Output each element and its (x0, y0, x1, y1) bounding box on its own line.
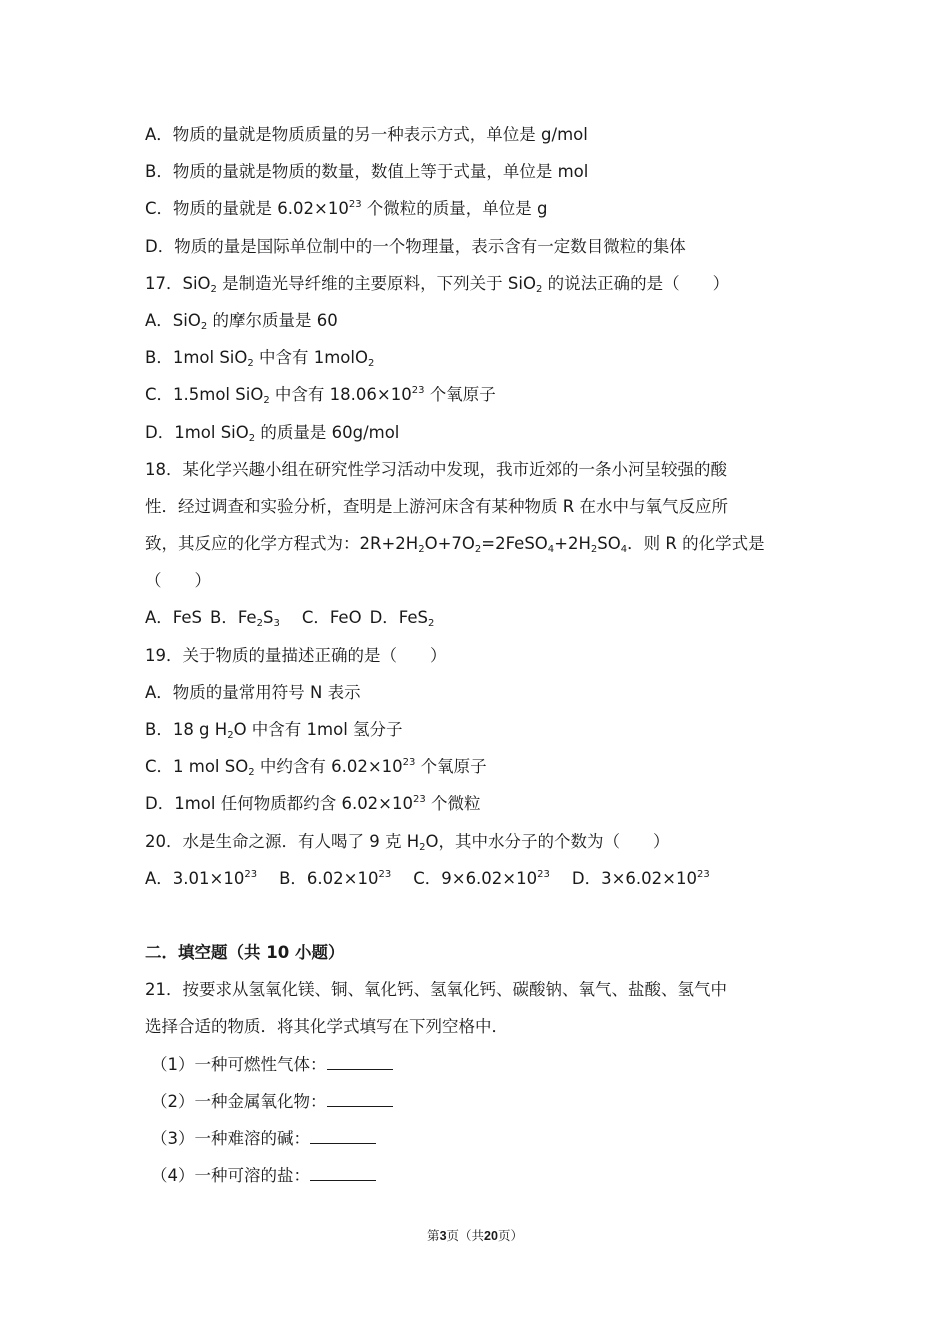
subscript: 2 (248, 767, 255, 779)
q19-stem: 19．关于物质的量描述正确的是（ ） (145, 645, 447, 665)
q21-part-4 (145, 1157, 825, 1194)
superscript: 23 (348, 199, 362, 211)
text: D．1mol SiO (145, 422, 249, 442)
text: O+7O (424, 534, 475, 554)
subscript: 2 (590, 544, 598, 556)
superscript: 23 (696, 868, 710, 880)
text: C．9×6.02×10 (413, 868, 538, 888)
text: （2）一种金属氧化物： (151, 1091, 327, 1111)
page-number: 3 (439, 1229, 447, 1243)
q20-stem (145, 823, 825, 860)
q16-option-c (145, 190, 825, 227)
superscript: 23 (413, 794, 426, 806)
q17-option-c (145, 376, 825, 413)
q20-option-a (145, 869, 257, 888)
q20-options (145, 860, 825, 897)
text: B．Fe (210, 608, 257, 628)
subscript: 2 (227, 730, 234, 741)
text: 中约含有 6.02×10 (254, 757, 403, 777)
text: C．1 mol SO (145, 757, 249, 777)
subscript: 4 (547, 544, 555, 556)
subscript: 3 (273, 618, 280, 630)
q17-option-b (145, 339, 825, 376)
subscript: 2 (200, 320, 208, 332)
q19-option-d (145, 785, 825, 822)
superscript: 23 (244, 868, 258, 880)
superscript: 23 (537, 868, 550, 880)
text: （1）一种可燃性气体： (151, 1054, 327, 1074)
text: +2H (554, 534, 591, 554)
text: B．1mol SiO (145, 348, 248, 368)
text: O 中含有 1mol 氢分子 (233, 720, 403, 739)
page-footer (0, 1226, 950, 1244)
text: 页） (497, 1228, 523, 1243)
q21-stem-line-1: 21．按要求从氢氧化镁、铜、氧化钙、氢氧化钙、碳酸钠、氧气、盐酸、氢气中 (145, 980, 727, 1000)
q18-options (145, 599, 825, 636)
subscript: 2 (256, 618, 263, 630)
superscript: 23 (378, 868, 392, 880)
q16-option-a: A．物质的量就是物质质量的另一种表示方式，单位是 g/mol (145, 125, 588, 144)
text: D．3×6.02×10 (571, 868, 697, 888)
text: 的摩尔质量是 60 (207, 310, 338, 330)
q20-option-d (572, 869, 710, 888)
text: A．3.01×10 (145, 868, 245, 888)
text: S (262, 608, 274, 628)
q21-part-1 (145, 1046, 825, 1083)
q21-stem-line-2: 选择合适的物质．将其化学式填写在下列空格中． (145, 1017, 508, 1037)
q17-stem (145, 265, 825, 302)
subscript: 2 (263, 395, 270, 407)
q19-option-c (145, 748, 825, 785)
q17-option-d (145, 414, 825, 451)
q18-option-c: C．FeO (301, 608, 362, 628)
text: C．物质的量就是 6.02×10 (145, 199, 349, 219)
text: 的说法正确的是（ ） (542, 273, 730, 293)
text: =2FeSO (481, 534, 548, 554)
text: 中含有 1molO (253, 348, 368, 368)
text: O，其中水分子的个数为（ ） (425, 831, 670, 851)
text: D．1mol 任何物质都约含 6.02×10 (145, 794, 414, 814)
subscript: 2 (427, 618, 435, 630)
text: SO (597, 534, 621, 554)
text: A．SiO (145, 310, 201, 330)
section-gap (145, 897, 825, 934)
q19-option-b (145, 711, 825, 748)
q20-option-b (279, 869, 391, 888)
answer-blank[interactable] (310, 1129, 376, 1144)
subscript: 2 (210, 283, 217, 295)
text: B．6.02×10 (279, 868, 379, 888)
text: 页（共 (446, 1228, 485, 1243)
q16-option-d: D．物质的量是国际单位制中的一个物理量，表示含有一定数目微粒的集体 (145, 236, 686, 256)
superscript: 23 (411, 385, 425, 397)
answer-blank[interactable] (327, 1055, 393, 1070)
q18-option-a: A．FeS (145, 608, 203, 628)
section-title: 二．填空题（共 10 小题） (145, 942, 345, 962)
answer-blank[interactable] (327, 1092, 393, 1107)
text: 致，其反应的化学方程式为：2R+2H (145, 534, 419, 554)
subscript: 4 (620, 544, 628, 556)
text: 第 (427, 1228, 440, 1243)
superscript: 23 (402, 757, 416, 769)
subscript: 2 (247, 358, 254, 370)
q21-part-2 (145, 1083, 825, 1120)
q17-option-a (145, 302, 825, 339)
total-pages: 20 (484, 1229, 498, 1243)
text: C．1.5mol SiO (145, 385, 264, 405)
q18-stem-line-4: （ ） (145, 571, 211, 591)
text: 个氧原子 (415, 757, 487, 777)
text: （3）一种难溶的碱： (151, 1128, 310, 1148)
q16-option-b: B．物质的量就是物质的数量，数值上等于式量，单位是 mol (145, 162, 589, 182)
answer-blank[interactable] (310, 1166, 376, 1181)
question-content (145, 116, 825, 1194)
text: （4）一种可溶的盐： (151, 1166, 310, 1186)
text: 是制造光导纤维的主要原料，下列关于 SiO (216, 273, 536, 293)
q19-option-a: A．物质的量常用符号 N 表示 (145, 682, 361, 702)
text: 17．SiO (145, 273, 211, 293)
q18-stem-line-2: 性．经过调查和实验分析，查明是上游河床含有某种物质 R 在水中与氧气反应所 (145, 496, 728, 516)
subscript: 2 (418, 544, 425, 556)
text: 个氧原子 (424, 385, 496, 405)
text: ．则 R 的化学式是 (627, 534, 765, 554)
text: 20．水是生命之源．有人喝了 9 克 H (145, 831, 420, 851)
subscript: 2 (419, 841, 426, 853)
text: 个微粒 (425, 794, 481, 814)
subscript: 2 (367, 358, 375, 370)
subscript: 2 (474, 544, 482, 556)
q20-option-c (413, 869, 550, 888)
subscript: 2 (248, 432, 256, 444)
q18-option-d (369, 608, 435, 630)
subscript: 2 (535, 283, 543, 295)
q18-option-b (210, 608, 280, 630)
text: D．FeS (369, 608, 428, 628)
text: 的质量是 60g/mol (255, 422, 400, 442)
q18-stem-line-1: 18．某化学兴趣小组在研究性学习活动中发现，我市近郊的一条小河呈较强的酸 (145, 459, 727, 479)
q18-stem-line-3 (145, 525, 825, 562)
q21-part-3 (145, 1120, 825, 1157)
text: 个微粒的质量，单位是 g (361, 199, 548, 219)
text: B．18 g H (145, 720, 228, 739)
text: 中含有 18.06×10 (269, 385, 412, 405)
